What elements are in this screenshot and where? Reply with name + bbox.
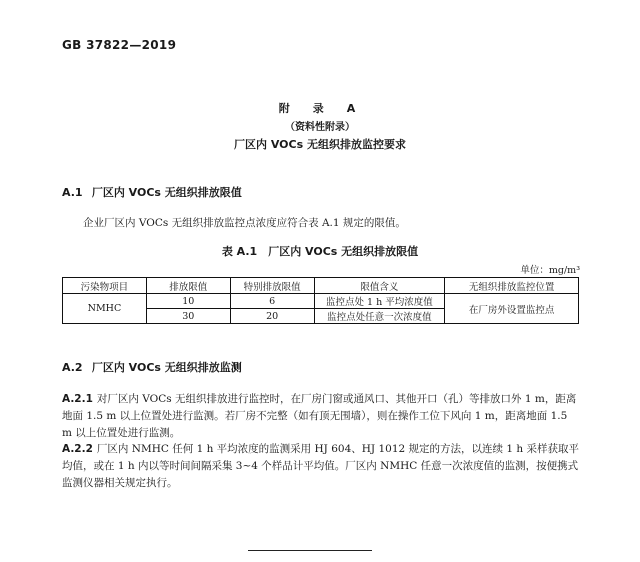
section-a1-heading (62, 184, 242, 200)
table-header-cell: 排放限值 (146, 278, 230, 294)
clause-number: A.2.1 (62, 393, 93, 405)
clause-number: A.2.2 (62, 443, 93, 455)
table-header-cell: 污染物项目 (63, 278, 147, 294)
clause-a2-2 (62, 441, 580, 492)
table-a1-caption: 表 A.1 厂区内 VOCs 无组织排放限值 (221, 245, 419, 258)
table-row (63, 294, 579, 309)
table-header-cell: 特别排放限值 (230, 278, 314, 294)
table-header-row (63, 278, 579, 294)
section-a1-number: A.1 (62, 186, 83, 199)
table-a1-unit: 单位：mg/m³ (520, 265, 580, 276)
special-limit-cell: 20 (230, 309, 314, 324)
end-rule (248, 550, 372, 551)
location-cell: 在厂房外设置监控点 (445, 294, 579, 324)
clause-a2-1 (62, 391, 580, 442)
section-a1-title: 厂区内 VOCs 无组织排放限值 (91, 186, 242, 199)
limit-cell: 10 (146, 294, 230, 309)
section-a2-number: A.2 (62, 361, 83, 374)
table-header-cell: 无组织排放监控位置 (445, 278, 579, 294)
meaning-cell: 监控点处 1 h 平均浓度值 (314, 294, 445, 309)
special-limit-cell: 6 (230, 294, 314, 309)
table-header-cell: 限值含义 (314, 278, 445, 294)
section-a2-title: 厂区内 VOCs 无组织排放监测 (91, 361, 242, 374)
section-a1-paragraph: 企业厂区内 VOCs 无组织排放监控点浓度应符合表 A.1 规定的限值。 (83, 217, 406, 229)
limit-cell: 30 (146, 309, 230, 324)
annex-note: （资料性附录） (285, 122, 355, 133)
pollutant-cell: NMHC (63, 294, 147, 324)
meaning-cell: 监控点处任意一次浓度值 (314, 309, 445, 324)
annex-title: 附 录 A (278, 102, 362, 115)
section-a2-heading (62, 359, 242, 375)
clause-text: 厂区内 NMHC 任何 1 h 平均浓度的监测采用 HJ 604、HJ 1012 规定的方法，以连续 1 h 采样获取平均值，或在 1 h 内以等时间间隔采集 3~4 个样品计平均值。厂区内 NMHC 任意一次浓度值的监测，按便携式监测仪器相关规定执行。 (62, 443, 579, 489)
table-a1 (62, 277, 579, 324)
annex-heading: 厂区内 VOCs 无组织排放监控要求 (234, 138, 406, 151)
standard-code: GB 37822—2019 (62, 38, 177, 52)
clause-text: 对厂区内 VOCs 无组织排放进行监控时，在厂房门窗或通风口、其他开口（孔）等排放口外 1 m，距离地面 1.5 m 以上位置处进行监测。若厂房不完整（如有顶无围墙），则在操作工位下风向 1 m，距离地面 1.5 m 以上位置处进行监测。 (62, 393, 577, 439)
